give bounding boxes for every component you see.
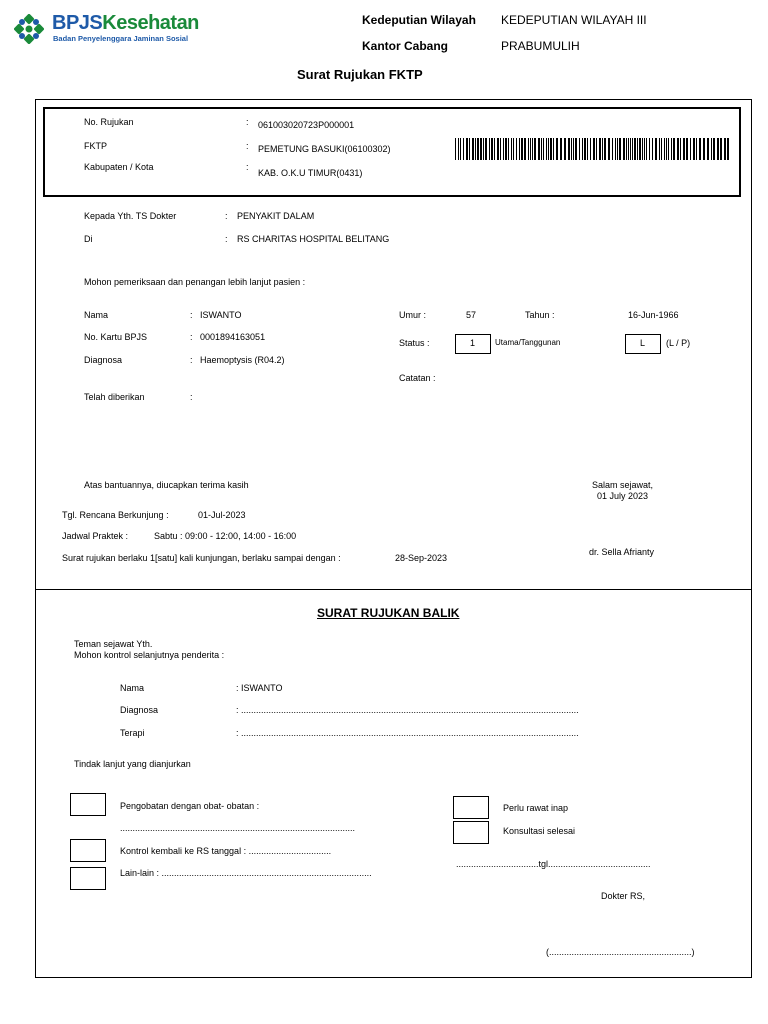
cabang-value: PRABUMULIH xyxy=(501,39,580,53)
pengobatan-label: Pengobatan dengan obat- obatan : xyxy=(120,801,260,811)
kabupaten-colon: : xyxy=(246,162,249,172)
dokter-rs-label: Dokter RS, xyxy=(601,891,646,901)
checkbox-lain[interactable] xyxy=(70,867,106,890)
nama-value: ISWANTO xyxy=(200,310,242,320)
pengobatan-dots: .............................................................................................. xyxy=(120,823,356,833)
berlaku-value: 28-Sep-2023 xyxy=(395,553,448,563)
jadwal-value: Sabtu : 09:00 - 12:00, 14:00 - 16:00 xyxy=(154,531,297,541)
kepada-colon: : xyxy=(225,211,228,221)
umur-label: Umur : xyxy=(399,310,426,320)
no-rujukan-label: No. Rujukan xyxy=(84,117,134,127)
diberikan-colon: : xyxy=(190,392,193,402)
diberikan-label: Telah diberikan xyxy=(84,392,145,402)
fktp-value: PEMETUNG BASUKI(06100302) xyxy=(258,144,391,154)
deputi-label: Kedeputian Wilayah xyxy=(362,13,476,27)
checkbox-konsultasi[interactable] xyxy=(453,821,489,844)
status-label: Status : xyxy=(399,338,430,348)
diagnosa-value: Haemoptysis (R04.2) xyxy=(200,355,285,365)
balik-diagnosa-value: : ....................................................................................................................................... xyxy=(236,705,579,715)
diagnosa-colon: : xyxy=(190,355,193,365)
thanks-text: Atas bantuannya, diucapkan terima kasih xyxy=(84,480,249,490)
balik-nama-label: Nama xyxy=(120,683,145,693)
fktp-colon: : xyxy=(246,141,249,151)
kepada-value: PENYAKIT DALAM xyxy=(237,211,315,221)
tahun-value: 16-Jun-1966 xyxy=(628,310,679,320)
no-rujukan-value: 061003020723P000001 xyxy=(258,120,355,130)
logo-brand-kesehatan: Kesehatan xyxy=(102,12,199,34)
salam-date: 01 July 2023 xyxy=(597,491,649,501)
kontrol-label: Kontrol kembali ke RS tanggal : ................................. xyxy=(120,846,332,856)
bpjs-logo xyxy=(14,12,204,46)
rencana-value: 01-Jul-2023 xyxy=(198,510,246,520)
diagnosa-label: Diagnosa xyxy=(84,355,123,365)
jadwal-label: Jadwal Praktek : xyxy=(62,531,129,541)
balik-terapi-value: : ....................................................................................................................................... xyxy=(236,728,579,738)
status-value: 1 xyxy=(470,338,476,348)
greet-line2: Mohon kontrol selanjutnya penderita : xyxy=(74,650,225,660)
kartu-label: No. Kartu BPJS xyxy=(84,332,148,342)
di-label: Di xyxy=(84,234,93,244)
doctor-name: dr. Sella Afrianty xyxy=(589,547,655,557)
page-title: Surat Rujukan FKTP xyxy=(297,67,423,82)
status-desc: Utama/Tanggunan xyxy=(495,338,561,347)
checkbox-rawat[interactable] xyxy=(453,796,489,819)
balik-title: SURAT RUJUKAN BALIK xyxy=(317,606,460,620)
di-colon: : xyxy=(225,234,228,244)
barcode-icon xyxy=(455,138,733,160)
lain-label: Lain-lain : .................................................................................... xyxy=(120,868,372,878)
kartu-value: 0001894163051 xyxy=(200,332,266,342)
logo-brand-bpjs: BPJS xyxy=(52,12,103,34)
deputi-value: KEDEPUTIAN WILAYAH III xyxy=(501,13,647,27)
di-value: RS CHARITAS HOSPITAL BELITANG xyxy=(237,234,390,244)
tahun-label: Tahun : xyxy=(525,310,555,320)
section-divider xyxy=(35,589,752,590)
nama-label: Nama xyxy=(84,310,109,320)
checkbox-pengobatan[interactable] xyxy=(70,793,106,816)
salam-text: Salam sejawat, xyxy=(592,480,654,490)
tindak-text: Tindak lanjut yang dianjurkan xyxy=(74,759,191,769)
kartu-colon: : xyxy=(190,332,193,342)
rencana-label: Tgl. Rencana Berkunjung : xyxy=(62,510,169,520)
berlaku-text: Surat rujukan berlaku 1[satu] kali kunjungan, berlaku sampai dengan : xyxy=(62,553,341,563)
rawat-label: Perlu rawat inap xyxy=(503,803,569,813)
nama-colon: : xyxy=(190,310,193,320)
greet-line1: Teman sejawat Yth. xyxy=(74,639,153,649)
catatan-label: Catatan : xyxy=(399,373,436,383)
gender-desc: (L / P) xyxy=(666,338,691,348)
kabupaten-label: Kabupaten / Kota xyxy=(84,162,154,172)
konsultasi-label: Konsultasi selesai xyxy=(503,826,576,836)
balik-diagnosa-label: Diagnosa xyxy=(120,705,159,715)
no-rujukan-colon: : xyxy=(246,117,249,127)
signature-line: (.........................................................) xyxy=(546,947,695,957)
intro-text: Mohon pemeriksaan dan penangan lebih lanjut pasien : xyxy=(84,277,306,287)
kabupaten-value: KAB. O.K.U TIMUR(0431) xyxy=(258,168,363,178)
checkbox-kontrol[interactable] xyxy=(70,839,106,862)
fktp-label: FKTP xyxy=(84,141,108,151)
bpjs-logo-icon xyxy=(14,14,44,44)
gender-value: L xyxy=(640,338,646,348)
kepada-label: Kepada Yth. TS Dokter xyxy=(84,211,177,221)
logo-tagline: Badan Penyelenggara Jaminan Sosial xyxy=(53,34,189,43)
balik-terapi-label: Terapi xyxy=(120,728,145,738)
cabang-label: Kantor Cabang xyxy=(362,39,449,53)
balik-nama-value: : ISWANTO xyxy=(236,683,283,693)
tgl-line: .................................tgl......................................... xyxy=(456,859,651,869)
umur-value: 57 xyxy=(466,310,477,320)
